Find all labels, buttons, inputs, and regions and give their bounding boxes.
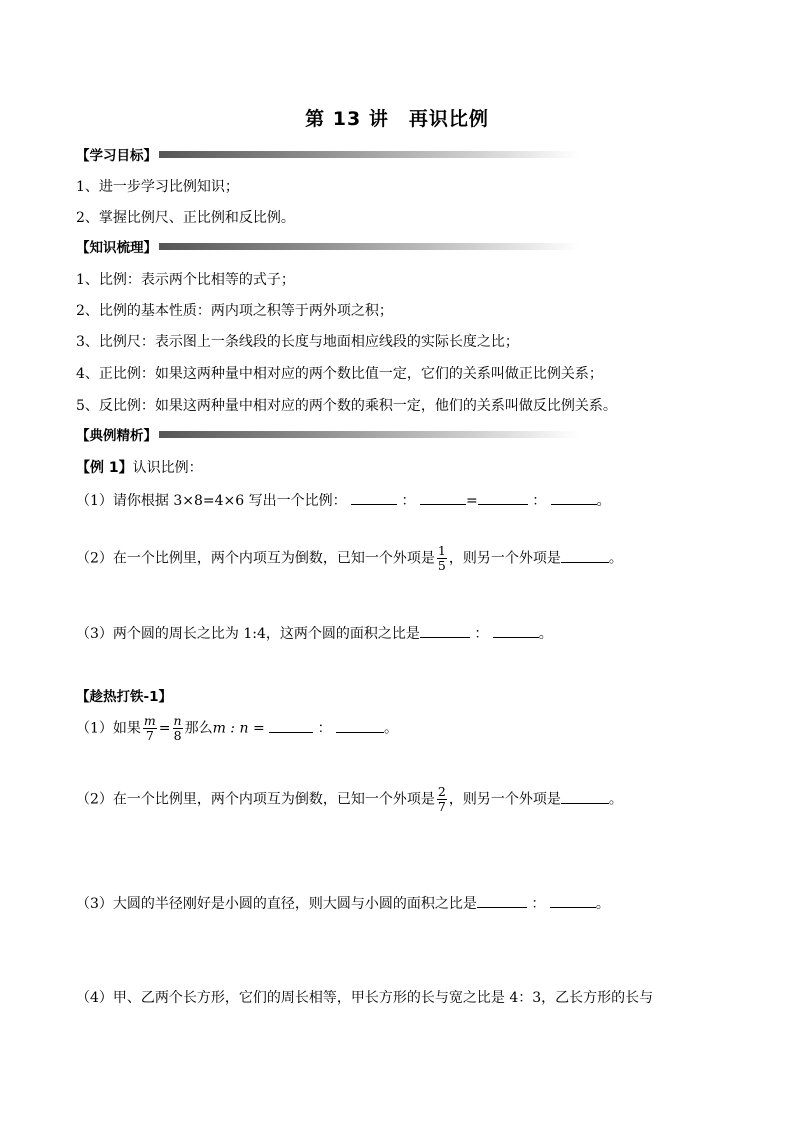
period-symbol: 。 xyxy=(608,550,623,567)
example-question-3 xyxy=(76,623,553,643)
goal-item: 2、掌握比例尺、正比例和反比例。 xyxy=(76,210,295,226)
answer-blank[interactable] xyxy=(493,623,539,638)
section-label: 【学习目标】 xyxy=(76,148,157,164)
colon-symbol: ： xyxy=(474,626,489,642)
equals-symbol: = xyxy=(158,720,171,737)
fraction-numerator: m xyxy=(143,713,156,728)
example-label: 【例 1】 xyxy=(76,460,133,476)
question-text: ，则另一个外项是 xyxy=(448,550,561,567)
goal-item: 1、进一步学习比例知识； xyxy=(76,179,239,195)
answer-blank[interactable] xyxy=(420,490,466,505)
answer-blank[interactable] xyxy=(478,490,528,505)
knowledge-item: 5、反比例：如果这两种量中相对应的两个数的乘积一定，他们的关系叫做反比例关系。 xyxy=(76,398,617,414)
practice-question-1 xyxy=(76,714,398,743)
period-symbol: 。 xyxy=(384,720,399,737)
fraction-denominator: 5 xyxy=(437,558,446,573)
answer-blank[interactable] xyxy=(336,718,384,733)
practice-question-2 xyxy=(76,785,623,814)
practice-question-4: （4）甲、乙两个长方形，它们的周长相等，甲长方形的长与宽之比是 4：3，乙长方形的长与 xyxy=(76,990,654,1006)
question-text: （2）在一个比例里，两个内项互为倒数，已知一个外项是 xyxy=(76,791,435,808)
answer-blank[interactable] xyxy=(420,623,470,638)
question-text: 那么 xyxy=(184,720,213,737)
answer-blank[interactable] xyxy=(269,718,313,733)
fraction-numerator: 1 xyxy=(437,543,446,558)
knowledge-item: 1、比例：表示两个比相等的式子； xyxy=(76,272,295,288)
page-title: 第 13 讲 再识比例 xyxy=(305,108,489,130)
fraction-numerator: 2 xyxy=(437,784,446,799)
question-text: （2）在一个比例里，两个内项互为倒数，已知一个外项是 xyxy=(76,550,435,567)
section-divider-bar xyxy=(159,431,579,438)
fraction-denominator: 8 xyxy=(173,728,182,743)
ratio-expression: m : n = xyxy=(212,720,265,737)
fraction xyxy=(437,544,447,573)
fraction xyxy=(173,714,183,743)
colon-symbol: ： xyxy=(532,493,547,509)
period-symbol: 。 xyxy=(538,626,553,642)
fraction-denominator: 7 xyxy=(145,728,154,743)
question-text: （1）请你根据 3×8=4×6 写出一个比例： xyxy=(76,493,347,509)
colon-symbol: ： xyxy=(531,896,546,912)
section-label: 【典例精析】 xyxy=(76,428,157,444)
period-symbol: 。 xyxy=(608,791,623,808)
knowledge-item: 3、比例尺：表示图上一条线段的长度与地面相应线段的实际长度之比； xyxy=(76,334,519,350)
example-question-1 xyxy=(76,490,611,510)
section-header-goals xyxy=(76,145,579,163)
question-text: （3）大圆的半径刚好是小圆的直径，则大圆与小圆的面积之比是 xyxy=(76,896,477,912)
answer-blank[interactable] xyxy=(477,893,527,908)
section-divider-bar xyxy=(159,151,579,158)
example-title: 认识比例： xyxy=(132,460,203,476)
question-text: （3）两个圆的周长之比为 1:4，这两个圆的面积之比是 xyxy=(76,626,420,642)
section-label: 【知识梳理】 xyxy=(76,240,157,256)
answer-blank[interactable] xyxy=(351,490,397,505)
example-question-2 xyxy=(76,544,623,573)
section-header-knowledge xyxy=(76,237,579,255)
period-symbol: 。 xyxy=(596,493,611,509)
period-symbol: 。 xyxy=(595,896,610,912)
practice-heading: 【趁热打铁-1】 xyxy=(76,689,172,705)
section-divider-bar xyxy=(159,243,579,250)
knowledge-item: 2、比例的基本性质：两内项之积等于两外项之积； xyxy=(76,303,393,319)
knowledge-item: 4、正比例：如果这两种量中相对应的两个数比值一定，它们的关系叫做正比例关系； xyxy=(76,366,603,382)
practice-question-3 xyxy=(76,893,610,913)
colon-symbol: ： xyxy=(401,493,416,509)
question-text: （1）如果 xyxy=(76,720,141,737)
fraction xyxy=(143,714,157,743)
fraction xyxy=(437,785,447,814)
question-text: ，则另一个外项是 xyxy=(448,791,561,808)
fraction-numerator: n xyxy=(173,713,182,728)
answer-blank[interactable] xyxy=(551,490,597,505)
answer-blank[interactable] xyxy=(561,548,609,563)
answer-blank[interactable] xyxy=(550,893,596,908)
example-heading xyxy=(76,457,203,477)
section-header-examples xyxy=(76,425,579,443)
colon-symbol: ： xyxy=(317,720,332,737)
fraction-denominator: 7 xyxy=(437,799,446,814)
answer-blank[interactable] xyxy=(561,789,609,804)
equals-symbol: = xyxy=(466,493,478,509)
